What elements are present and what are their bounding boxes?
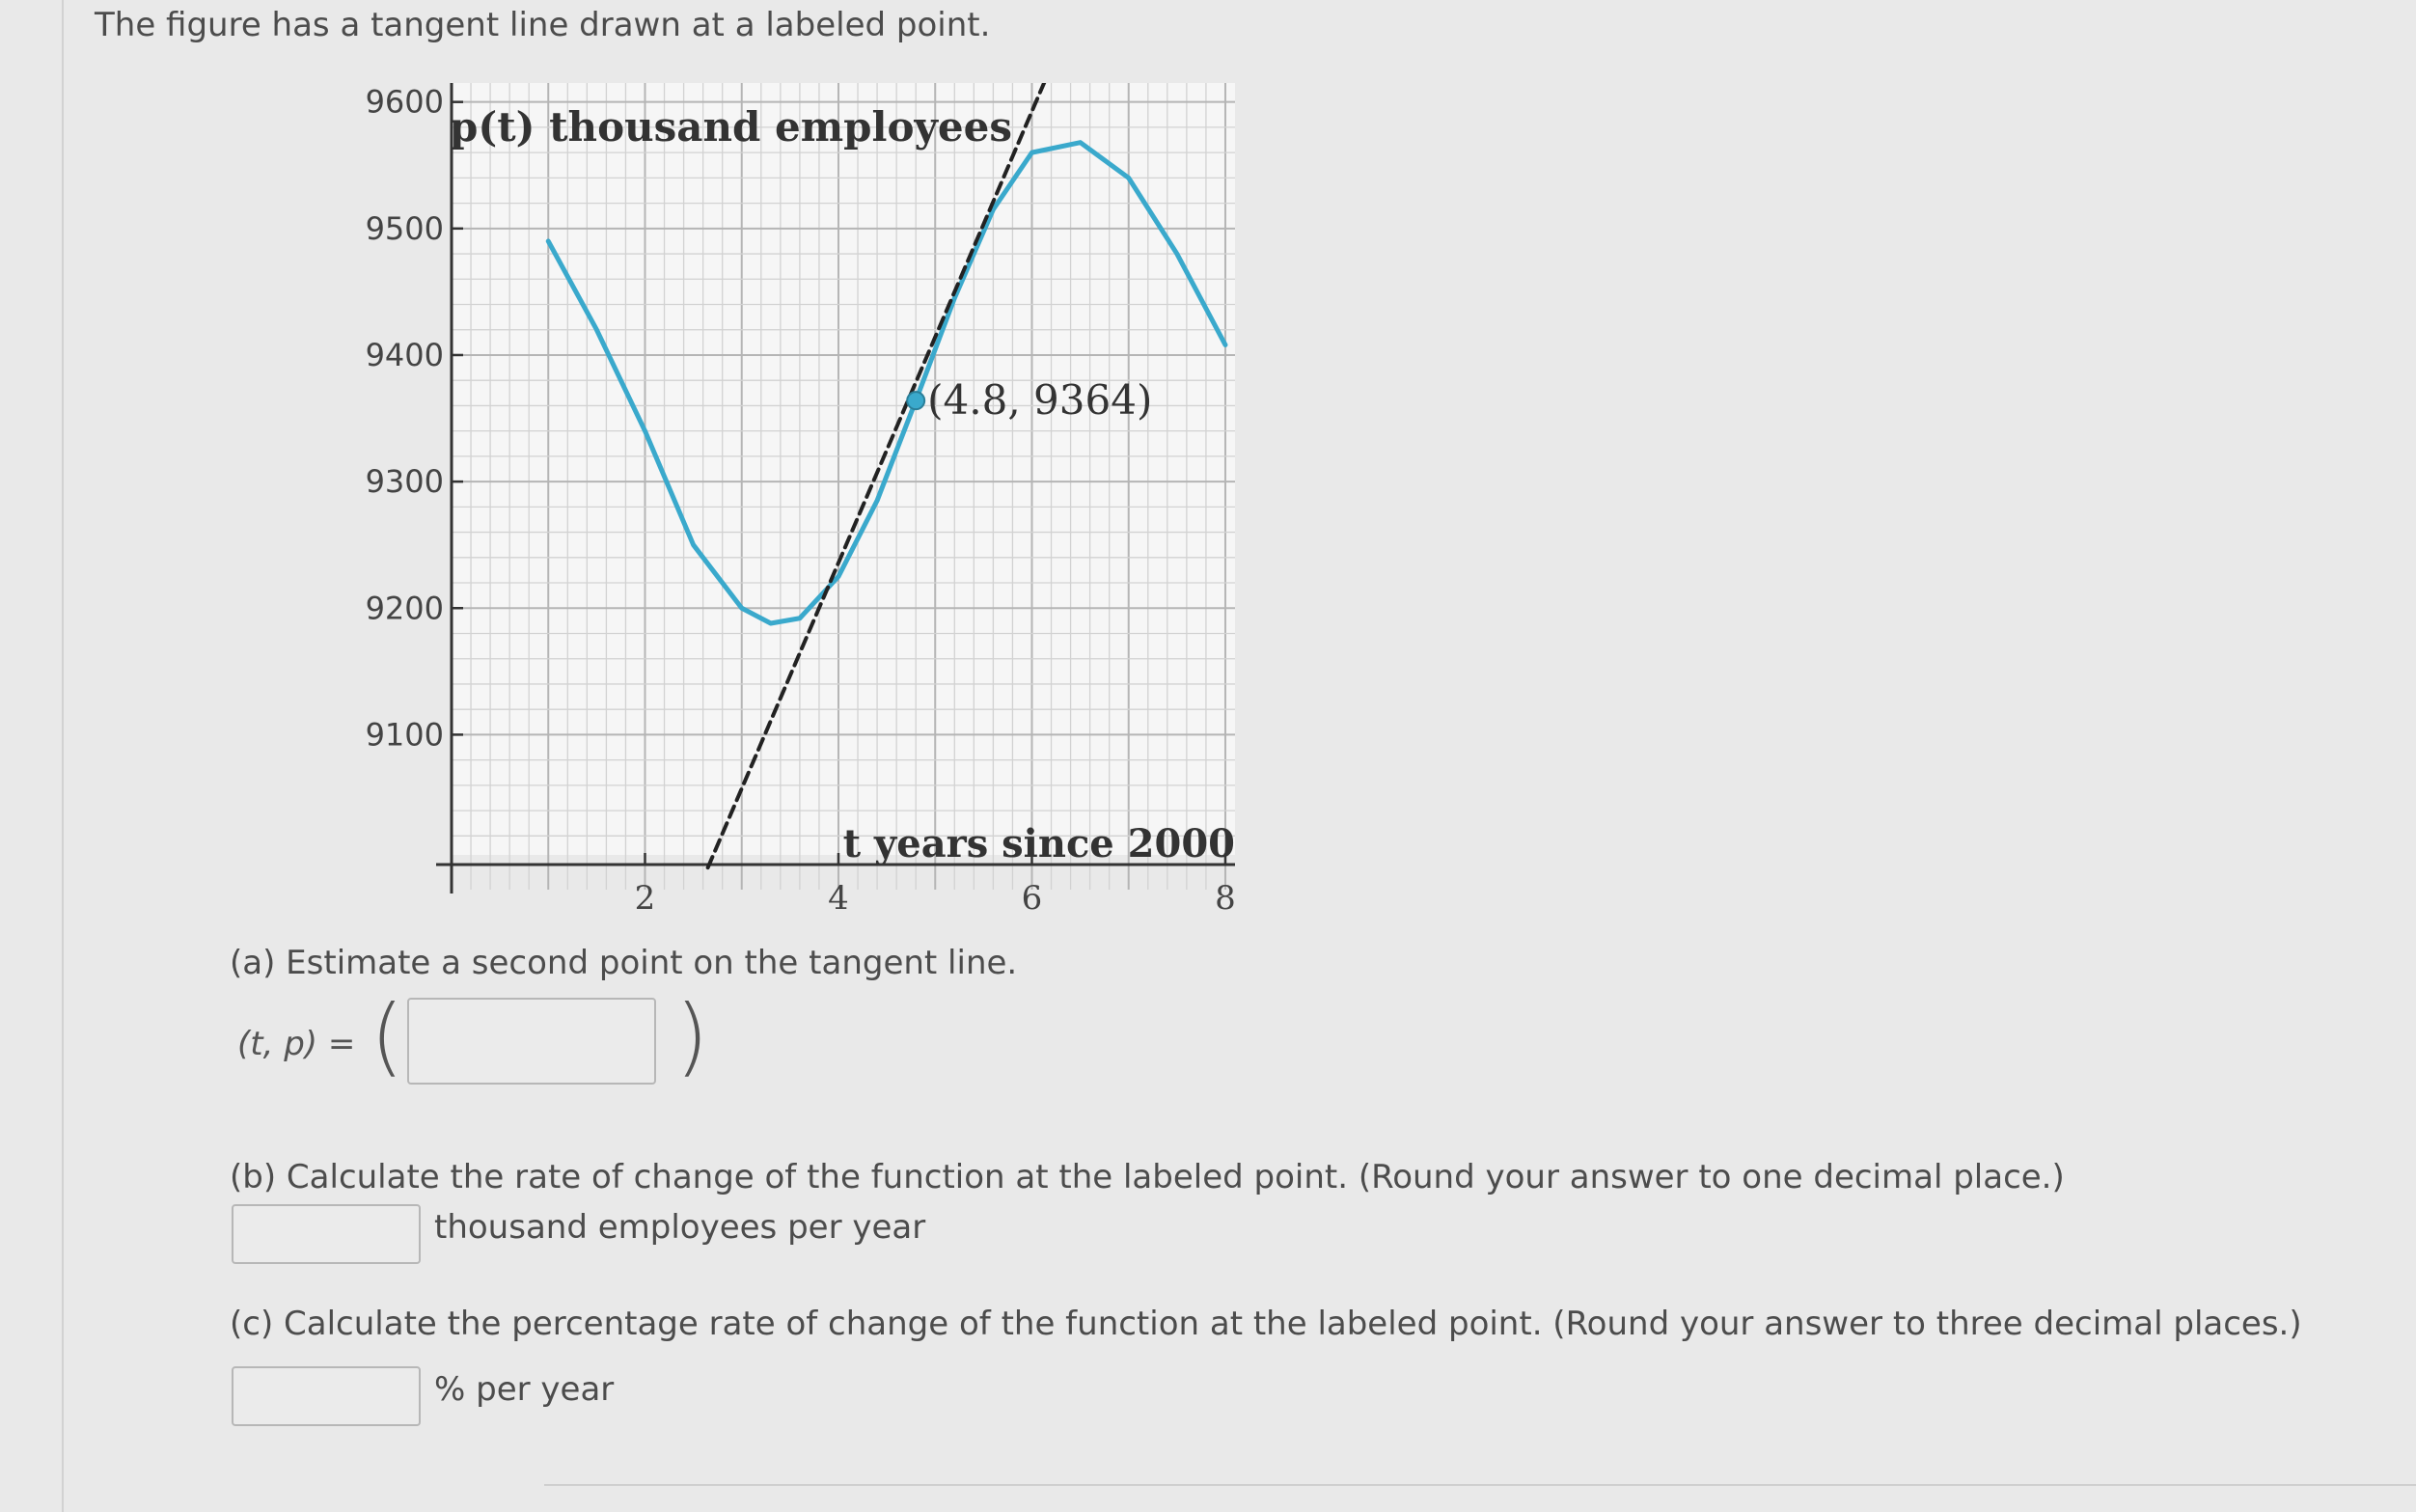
left-paren: ( — [371, 986, 404, 1086]
plot-background — [452, 83, 1235, 855]
part-c-answer-input[interactable] — [232, 1366, 421, 1426]
y-tick-label: 9500 — [365, 209, 444, 247]
part-a-coordinate-label: (t, p) = — [237, 1025, 356, 1063]
part-b-unit: thousand employees per year — [434, 1208, 926, 1247]
part-a-question: (a) Estimate a second point on the tangent line. — [230, 944, 1018, 982]
y-tick-label: 9300 — [365, 463, 444, 501]
y-tick-label: 9600 — [365, 83, 444, 121]
y-tick-label: 9400 — [365, 336, 444, 373]
x-axis-label: t years since 2000 — [842, 821, 1235, 866]
y-tick-label: 9100 — [365, 716, 444, 754]
bottom-divider — [544, 1484, 2416, 1486]
part-c-unit: % per year — [434, 1370, 615, 1409]
part-a-answer-input[interactable] — [407, 998, 656, 1085]
y-axis-label: p(t) thousand employees — [450, 103, 1012, 151]
part-b-question: (b) Calculate the rate of change of the function at the labeled point. (Round your answer to one decimal place.) — [230, 1158, 2065, 1196]
left-margin-rule — [62, 0, 64, 1512]
tangent-line-chart — [328, 64, 1254, 913]
x-tick-label: 6 — [1021, 879, 1043, 913]
x-tick-label: 2 — [634, 879, 656, 913]
intro-text: The figure has a tangent line drawn at a labeled point. — [95, 6, 991, 44]
part-b-answer-input[interactable] — [232, 1204, 421, 1264]
x-tick-label: 4 — [828, 879, 849, 913]
part-c-question: (c) Calculate the percentage rate of change of the function at the labeled point. (Round your answer to three decimal places.) — [230, 1305, 2302, 1343]
point-label: (4.8, 9364) — [927, 376, 1153, 425]
x-tick-label: 8 — [1215, 879, 1236, 913]
right-paren: ) — [675, 986, 709, 1086]
y-tick-label: 9200 — [365, 590, 444, 627]
labeled-point-marker — [907, 392, 924, 409]
